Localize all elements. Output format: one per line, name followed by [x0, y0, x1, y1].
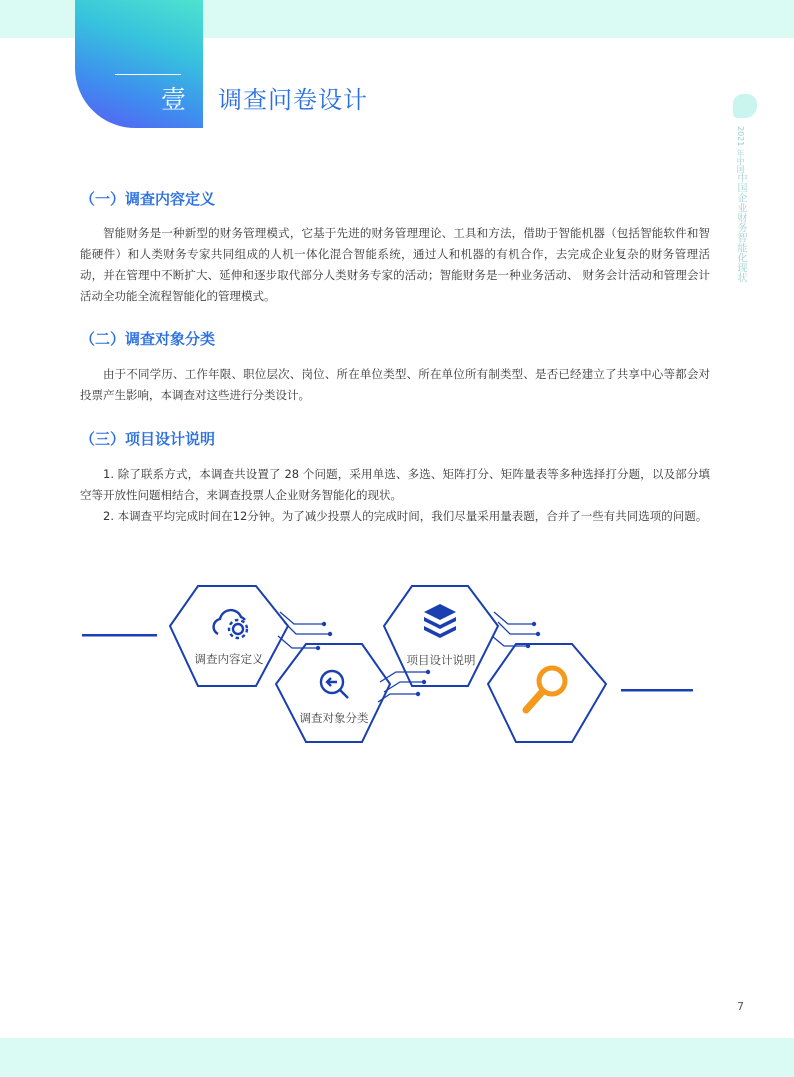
label-project-design: 项目设计说明 — [406, 653, 476, 667]
chapter-badge — [75, 0, 203, 128]
side-running-title — [734, 126, 746, 283]
right-accent-bar — [621, 689, 693, 692]
section-heading-1: （一）调查内容定义 — [80, 190, 216, 208]
page-number: 7 — [737, 1000, 744, 1013]
section-1-paragraph: 智能财务是一种新型的财务管理模式，它基于先进的财务管理理论、工具和方法，借助于智能机器（包括智能软件和智能硬件）和人类财务专家共同组成的人机一体化混合智能系统，通过人和机器的有机合作，去完成企业复杂的财务管理活动，并在管理中不断扩大、延伸和逐步取代部分人类财务专家的活动；智能财务是一种业务活动、 财务会计活动和管理会计活动全功能全流程智能化的管理模式。 — [80, 226, 710, 303]
section-3-paragraph-1: 1. 除了联系方式，本调查共设置了 28 个问题，采用单选、多选、矩阵打分、矩阵量表等多种选择打分题，以及部分填空等开放性问题相结合，来调查投票人企业财务智能化的现状。 — [80, 467, 710, 502]
section-3-paragraph-2: 2. 本调查平均完成时间在12分钟。为了减少投票人的完成时间，我们尽量采用量表题，合并了一些有共同选项的问题。 — [103, 509, 708, 523]
label-object-classification: 调查对象分类 — [299, 711, 369, 725]
side-title: 中国企业财务智能化现状 — [735, 172, 746, 283]
process-diagram — [78, 582, 698, 747]
section-heading-2: （二）调查对象分类 — [80, 330, 216, 348]
hex-content-definition — [170, 586, 288, 686]
side-year: 2021 年中国 — [736, 126, 745, 173]
chapter-title: 调查问卷设计 — [218, 86, 368, 114]
bottom-band — [0, 1038, 794, 1077]
section-heading-3: （三）项目设计说明 — [80, 430, 216, 448]
section-2-paragraph: 由于不同学历、工作年限、职位层次、岗位、所在单位类型、所在单位所有制类型、是否已经建立了共享中心等都会对投票产生影响，本调查对这些进行分类设计。 — [80, 367, 710, 402]
chapter-number: 壹 — [161, 85, 187, 114]
side-decoration — [733, 94, 757, 118]
chapter-badge-line — [115, 74, 181, 75]
label-content-definition: 调查内容定义 — [194, 652, 264, 666]
left-accent-bar — [82, 634, 157, 637]
